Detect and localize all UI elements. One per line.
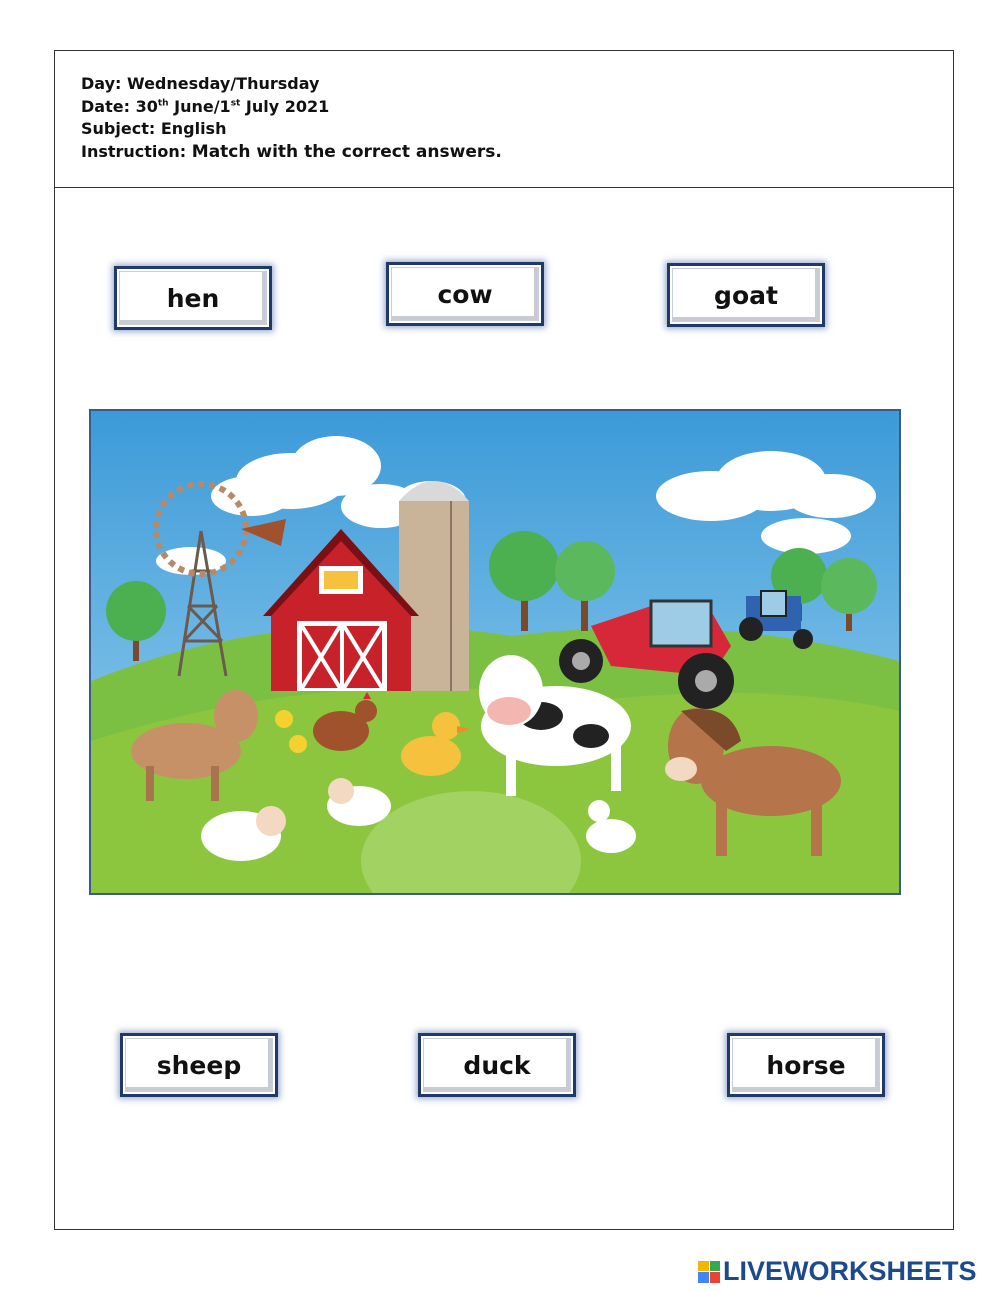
date-row <box>81 96 502 119</box>
date-sup1: th <box>157 98 169 109</box>
answer-card-duck[interactable]: duck <box>418 1033 576 1097</box>
liveworksheets-logo-text: LIVEWORKSHEETS <box>723 1256 977 1286</box>
day-label: Day: <box>81 74 122 93</box>
subject-row <box>81 118 502 141</box>
date-day1: 30 <box>135 96 158 116</box>
worksheet-header <box>81 73 502 163</box>
day-value: Wednesday/Thursday <box>127 74 320 93</box>
liveworksheets-logo-icon <box>698 1261 720 1283</box>
date-sup2: st <box>230 98 241 109</box>
day-row <box>81 73 502 96</box>
answer-card-horse[interactable]: horse <box>727 1033 885 1097</box>
date-end: July 2021 <box>240 96 330 116</box>
instruction-value: Match with the correct answers. <box>191 141 502 162</box>
date-label: Date: <box>81 96 130 116</box>
subject-label: Subject: <box>81 119 156 138</box>
instruction-label: Instruction: <box>81 141 187 161</box>
answer-card-sheep[interactable]: sheep <box>120 1033 278 1097</box>
subject-value: English <box>160 119 227 138</box>
instruction-row <box>81 141 502 164</box>
liveworksheets-logo[interactable] <box>698 1256 977 1287</box>
header-divider <box>55 187 953 188</box>
date-value <box>136 97 330 116</box>
farm-scene-image <box>89 409 901 895</box>
farm-scene-svg <box>91 411 899 893</box>
answer-card-hen[interactable]: hen <box>114 266 272 330</box>
date-mid: June/1 <box>168 96 231 116</box>
answer-card-cow[interactable]: cow <box>386 262 544 326</box>
answer-card-goat[interactable]: goat <box>667 263 825 327</box>
